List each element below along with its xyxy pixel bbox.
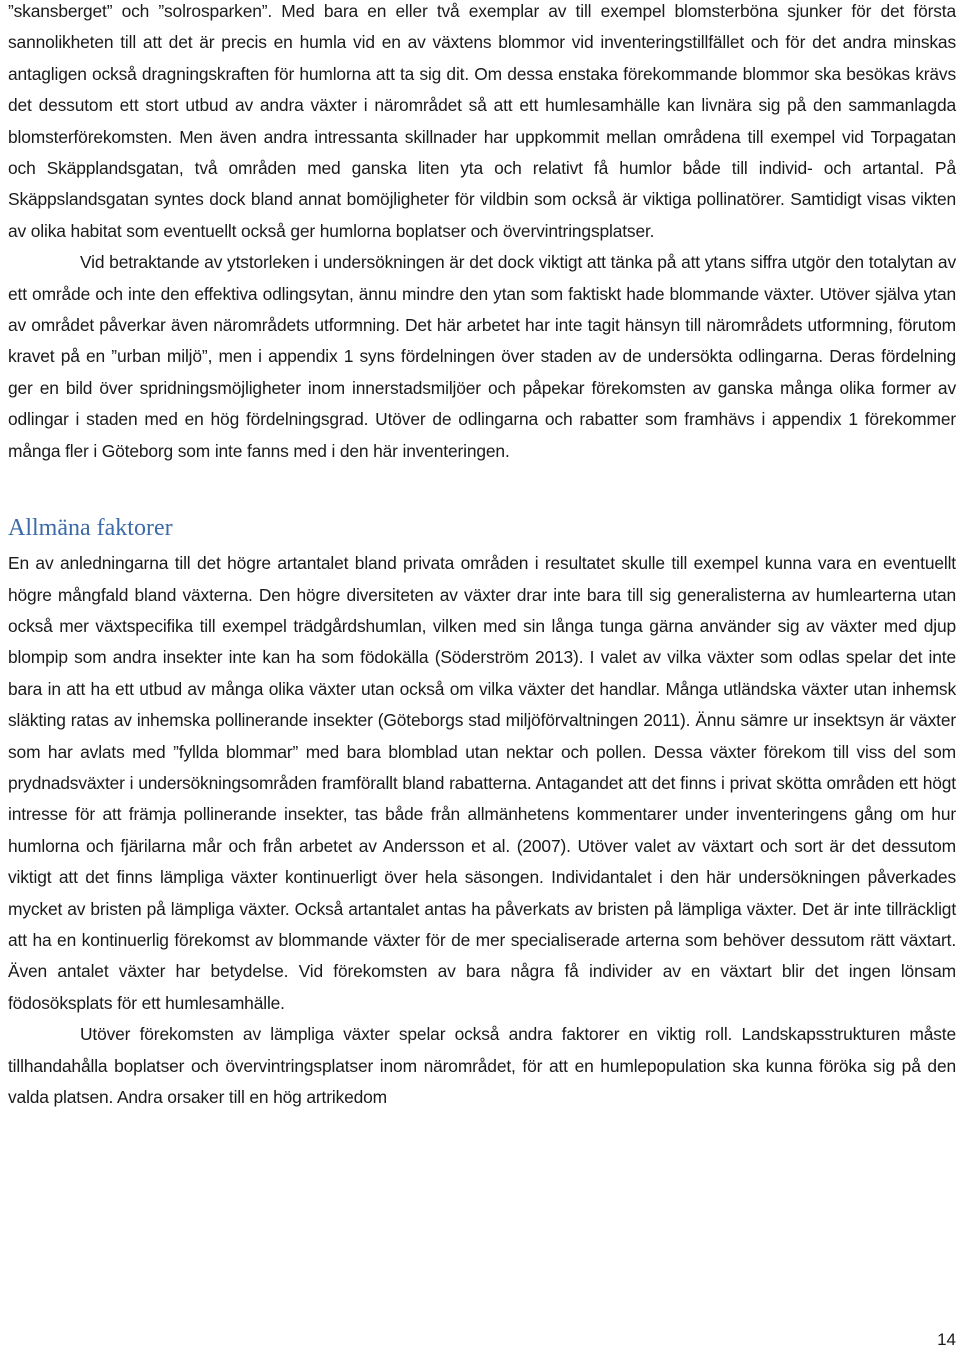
- body-paragraph: En av anledningarna till det högre artantalet bland privata områden i resultatet skulle till exempel kunna vara en eventuellt högre mångfald bland växterna. Den högre diversiteten av växter drar inte bara till sig generalisterna av humlearterna utan också mer växtspecifika till exempel trädgårdshumlan, vilken med sin långa tunga gärna använder sig av växter med djup blompip som andra insekter inte kan ha som födokälla (Söderström 2013). I valet av vilka växter som odlas spelar det inte bara in att ha ett utbud av många olika växter utan också om vilka växter det handlar. Många utländska växter utan inhemsk släkting ratas av inhemska pollinerande insekter (Göteborgs stad miljöförvaltningen 2011). Ännu sämre ur insektsyn är växter som har avlats med ”fyllda blommar” med bara blomblad utan nektar och pollen. Dessa växter förekom till viss del som prydnadsväxter i undersökningsområden framförallt bland rabatterna. Antagandet att det finns i privat skötta områden ett högt intresse för att främja pollinerande insekter, tas både från allmänhetens kommentarer under inventeringens gång om hur humlorna och fjärilarna mår och från arbetet av Andersson et al. (2007). Utöver valet av växtart och sort är det dessutom viktigt att det finns lämpliga växter kontinuerligt över hela säsongen. Individantalet i den här undersökningen påverkades mycket av bristen på lämpliga växter. Också artantalet antas ha påverkats av bristen på lämpliga växter. Det är inte tillräckligt att ha en kontinuerlig förekomst av blommande växter för de mer specialiserade arterna som behöver dessutom rätt växtart. Även antalet växter har betydelse. Vid förekomsten av bara några få individer av en växtart blir det ingen lönsam födosöksplats för ett humlesamhälle.: [8, 553, 956, 1013]
- body-paragraph: Utöver förekomsten av lämpliga växter spelar också andra faktorer en viktig roll. Landskapsstrukturen måste tillhandahålla boplatser och övervintringsplatser inom närområdet, för att en humlepopulation ska kunna föröka sig på den valda platsen. Andra orsaker till en hög artrikedom: [8, 1024, 956, 1107]
- body-paragraph: ”skansberget” och ”solrosparken”. Med bara en eller två exemplar av till exempel blomsterböna sjunker för det första sannolikheten till att det är precis en humla vid en av växtens blommor vid inventeringstillfället och för det andra minskas antagligen också dragningskraften för humlorna att ta sig dit. Om dessa enstaka förekommande blommor ska besökas krävs det dessutom ett stort utbud av andra växter i närområdet så att ett humlesamhälle kan livnära sig på den sammanlagda blomsterförekomsten. Men även andra intressanta skillnader har uppkommit mellan områdena till exempel vid Torpagatan och Skäpplandsgatan, två områden med ganska liten yta och relativt få humlor både till individ- och artantal. På Skäppslandsgatan syntes dock bland annat bomöjligheter för vildbin som också är viktiga pollinatörer. Samtidigt visas vikten av olika habitat som eventuellt också ger humlorna boplatser och övervintringsplatser.: [8, 1, 956, 241]
- page-number: 14: [937, 1330, 956, 1349]
- section-heading: Allmäna faktorer: [8, 515, 173, 542]
- body-paragraph: Vid betraktande av ytstorleken i undersökningen är det dock viktigt att tänka på att ytans siffra utgör den totalytan av ett område och inte den effektiva odlingsytan, ännu mindre den ytan som faktiskt hade blommande växter. Utöver själva ytan av området påverkar även närområdets utformning. Det här arbetet har inte tagit hänsyn till närområdets utformning, förutom kravet på en ”urban miljö”, men i appendix 1 syns fördelningen över staden av de undersökta odlingarna. Deras fördelning ger en bild över spridningsmöjligheter inom innerstadsmiljöer och påpekar förekomsten av ganska många olika former av odlingar i staden med en hög fördelningsgrad. Utöver de odlingarna och rabatter som framhävs i appendix 1 förekommer många fler i Göteborg som inte fanns med i den här inventeringen.: [8, 252, 956, 461]
- document-page: [8, 0, 956, 1113]
